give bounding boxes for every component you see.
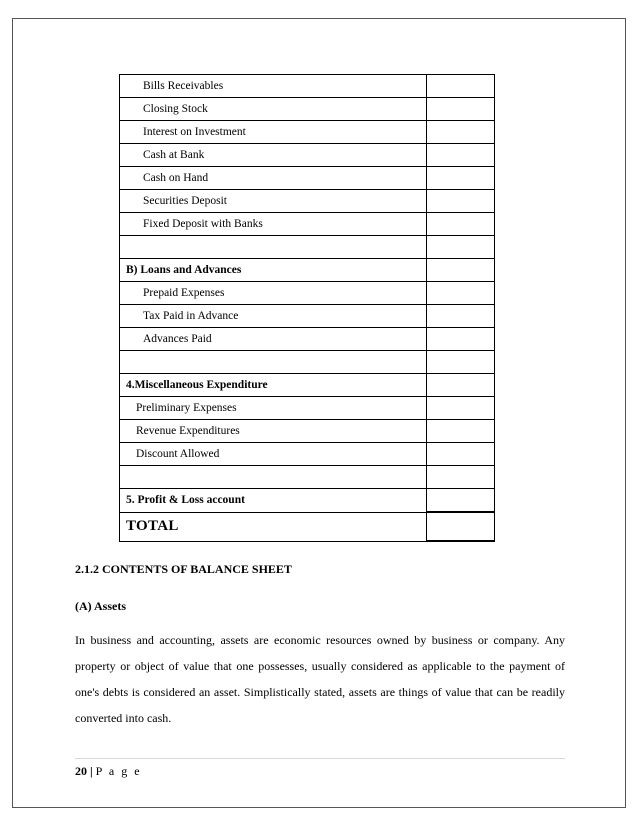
- row-label: Fixed Deposit with Banks: [120, 213, 427, 236]
- balance-sheet-table: [119, 74, 495, 542]
- table-row: [120, 351, 495, 374]
- row-label: Revenue Expenditures: [120, 420, 427, 443]
- row-label: Interest on Investment: [120, 121, 427, 144]
- row-amount-cell: [427, 328, 495, 351]
- footer-divider: [75, 758, 565, 759]
- row-amount-cell: [427, 98, 495, 121]
- row-amount-cell: [427, 305, 495, 328]
- row-amount-cell: [427, 167, 495, 190]
- table-row: [120, 282, 495, 305]
- page-footer: [75, 764, 142, 779]
- row-amount-cell: [427, 144, 495, 167]
- row-amount-cell: [427, 282, 495, 305]
- row-label: [120, 236, 427, 259]
- row-amount-cell: [427, 397, 495, 420]
- table-row: [120, 305, 495, 328]
- row-amount-cell: [427, 213, 495, 236]
- row-label: 4.Miscellaneous Expenditure: [120, 374, 427, 397]
- page-word: P a g e: [95, 764, 142, 778]
- row-label: Closing Stock: [120, 98, 427, 121]
- row-label: Discount Allowed: [120, 443, 427, 466]
- row-amount-cell: [427, 121, 495, 144]
- table-row: [120, 443, 495, 466]
- row-label: Prepaid Expenses: [120, 282, 427, 305]
- row-label: 5. Profit & Loss account: [120, 489, 427, 513]
- row-amount-cell: [427, 466, 495, 489]
- row-label: Tax Paid in Advance: [120, 305, 427, 328]
- table-row: [120, 466, 495, 489]
- table-row: [120, 213, 495, 236]
- table-row: [120, 75, 495, 98]
- table-row: [120, 190, 495, 213]
- row-amount-cell: [427, 259, 495, 282]
- total-row: [120, 512, 495, 541]
- row-label: [120, 351, 427, 374]
- row-label: B) Loans and Advances: [120, 259, 427, 282]
- row-amount-cell: [427, 75, 495, 98]
- total-label: TOTAL: [120, 512, 427, 541]
- table-row: [120, 374, 495, 397]
- row-amount-cell: [427, 443, 495, 466]
- total-amount-cell: [427, 512, 495, 541]
- table-row: [120, 259, 495, 282]
- page-number: 20: [75, 764, 87, 778]
- section-heading: 2.1.2 CONTENTS OF BALANCE SHEET: [75, 562, 292, 576]
- row-amount-cell: [427, 489, 495, 513]
- row-label: [120, 466, 427, 489]
- row-label: Cash at Bank: [120, 144, 427, 167]
- table-body: [120, 75, 495, 542]
- footer-separator: |: [90, 764, 93, 778]
- row-label: Cash on Hand: [120, 167, 427, 190]
- table-row: [120, 397, 495, 420]
- assets-paragraph: In business and accounting, assets are economic resources owned by business or company. Any property or object of value that one possesses, usually considered as applicable to the payment of one's debts is considered an asset. Simplistically stated, assets are things of value that can be readily converted into cash.: [75, 633, 565, 725]
- row-amount-cell: [427, 420, 495, 443]
- row-amount-cell: [427, 351, 495, 374]
- table-row: [120, 489, 495, 513]
- row-label: Preliminary Expenses: [120, 397, 427, 420]
- table-row: [120, 144, 495, 167]
- row-label: Securities Deposit: [120, 190, 427, 213]
- row-label: Bills Receivables: [120, 75, 427, 98]
- table-row: [120, 121, 495, 144]
- table-row: [120, 167, 495, 190]
- row-amount-cell: [427, 374, 495, 397]
- table-row: [120, 420, 495, 443]
- row-amount-cell: [427, 236, 495, 259]
- table-row: [120, 328, 495, 351]
- subheading-assets: (A) Assets: [75, 599, 126, 613]
- row-label: Advances Paid: [120, 328, 427, 351]
- table-row: [120, 236, 495, 259]
- row-amount-cell: [427, 190, 495, 213]
- table-row: [120, 98, 495, 121]
